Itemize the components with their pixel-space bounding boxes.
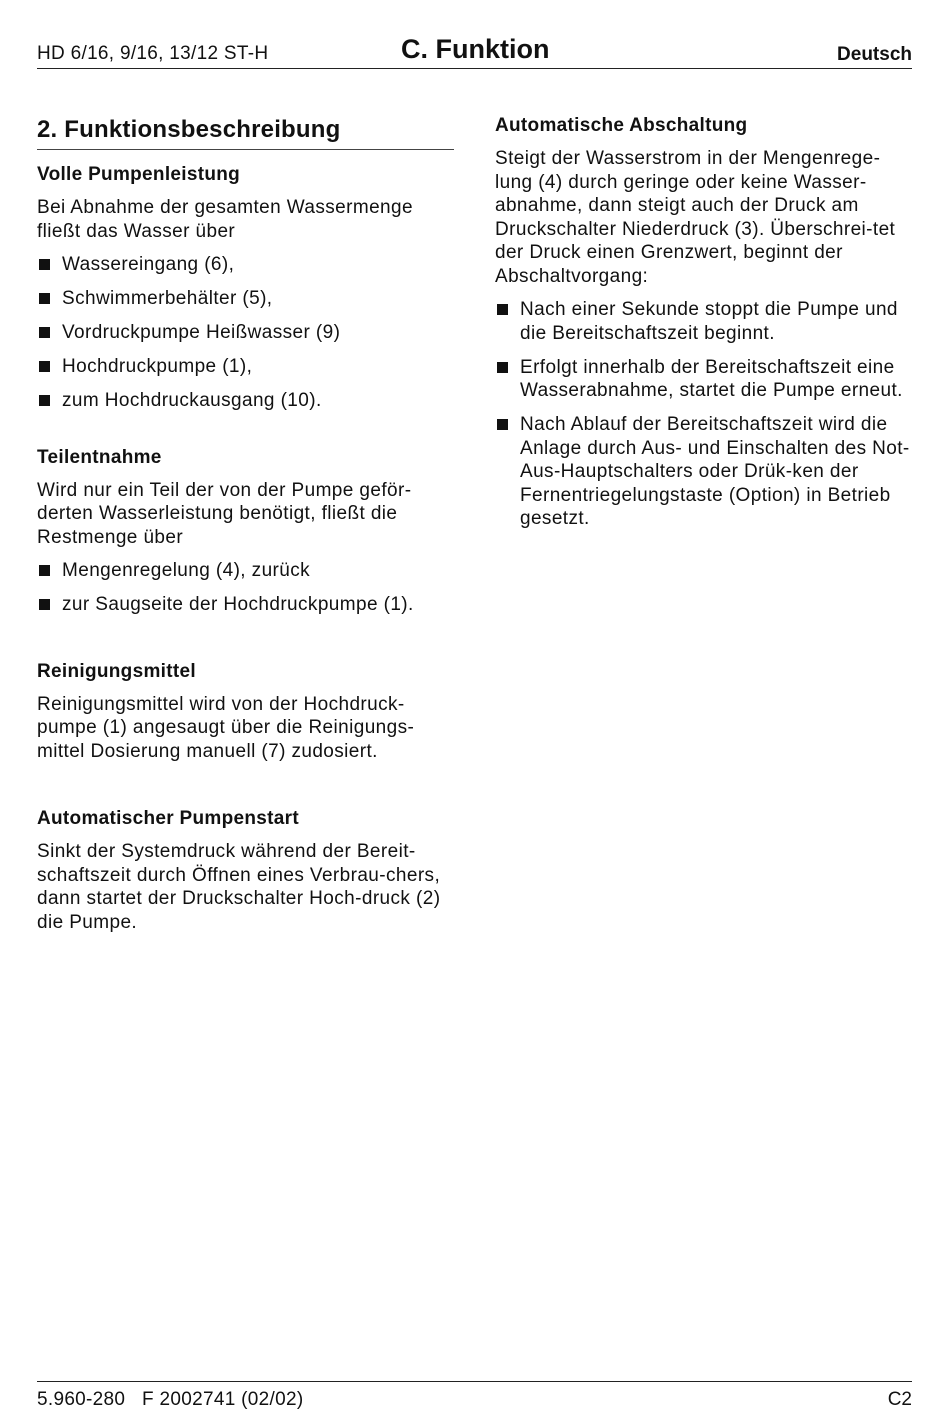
section-title: 2. Funktionsbeschreibung bbox=[37, 116, 454, 150]
paragraph-reinigungsmittel: Reinigungsmittel wird von der Hochdruck-pumpe (1) angesaugt über die Reinigungs-mittel Dosierung manuell (7) zudosiert. bbox=[37, 693, 415, 762]
list-item: Nach einer Sekunde stoppt die Pumpe und die Bereitschaftszeit beginnt. bbox=[495, 298, 913, 345]
paragraph-pumpenstart: Sinkt der Systemdruck während der Bereit-schaftszeit durch Öffnen eines Verbrau-chers, dann startet der Druckschalter Hoch-druck (2) die Pumpe. bbox=[37, 841, 441, 933]
bullet-icon bbox=[39, 395, 50, 406]
list-item: Hochdruckpumpe (1), bbox=[37, 355, 454, 379]
bullet-icon bbox=[497, 362, 508, 373]
model-designation: HD 6/16, 9/16, 13/12 ST-H bbox=[37, 43, 269, 64]
document-number: 5.960-280 F 2002741 (02/02) bbox=[37, 1389, 304, 1410]
heading-teilentnahme: Teilentnahme bbox=[37, 446, 162, 468]
page-header bbox=[37, 34, 912, 69]
bullet-icon bbox=[39, 361, 50, 372]
list-volle bbox=[37, 253, 454, 413]
bullet-icon bbox=[39, 327, 50, 338]
list-item: Wassereingang (6), bbox=[37, 253, 454, 277]
heading-reinigungsmittel: Reinigungsmittel bbox=[37, 660, 196, 682]
bullet-icon bbox=[497, 304, 508, 315]
list-item: zur Saugseite der Hochdruckpumpe (1). bbox=[37, 593, 454, 617]
paragraph-teil-intro: Wird nur ein Teil der von der Pumpe geför-derten Wasserleistung benötigt, fließt die Restmenge über bbox=[37, 479, 412, 548]
list-item: Schwimmerbehälter (5), bbox=[37, 287, 454, 311]
heading-automatische-abschaltung: Automatische Abschaltung bbox=[495, 115, 748, 136]
bullet-icon bbox=[39, 259, 50, 270]
right-column bbox=[495, 112, 913, 531]
heading-volle-pumpenleistung: Volle Pumpenleistung bbox=[37, 164, 241, 185]
left-column bbox=[37, 112, 454, 934]
paragraph-volle-intro: Bei Abnahme der gesamten Wassermenge fließt das Wasser über bbox=[37, 197, 413, 242]
bullet-icon bbox=[39, 565, 50, 576]
language-label: Deutsch bbox=[837, 44, 912, 65]
paragraph-abschaltung: Steigt der Wasserstrom in der Mengenrege-lung (4) durch geringe oder keine Wasser-abnahme, dann steigt auch der Druck am Druckschalter Niederdruck (3). Überschrei-tet der Druck einen Grenzwert, beginnt der Abschaltvorgang: bbox=[495, 148, 896, 287]
heading-automatischer-pumpenstart: Automatischer Pumpenstart bbox=[37, 808, 299, 829]
bullet-icon bbox=[497, 419, 508, 430]
list-teil bbox=[37, 559, 454, 617]
list-item: Nach Ablauf der Bereitschaftszeit wird die Anlage durch Aus- und Einschalten des Not-Aus-Hauptschalters oder Drük-ken der Fernentriegelungstaste (Option) in Betrieb gesetzt. bbox=[495, 413, 913, 531]
list-abschaltung bbox=[495, 298, 913, 531]
list-item: Erfolgt innerhalb der Bereitschaftszeit eine Wasserabnahme, startet die Pumpe erneut. bbox=[495, 356, 913, 403]
list-item: Mengenregelung (4), zurück bbox=[37, 559, 454, 583]
page-footer bbox=[37, 1381, 912, 1410]
page-number: C2 bbox=[887, 1389, 912, 1410]
bullet-icon bbox=[39, 599, 50, 610]
list-item: zum Hochdruckausgang (10). bbox=[37, 389, 454, 413]
bullet-icon bbox=[39, 293, 50, 304]
chapter-title: C. Funktion bbox=[401, 34, 550, 64]
list-item: Vordruckpumpe Heißwasser (9) bbox=[37, 321, 454, 345]
